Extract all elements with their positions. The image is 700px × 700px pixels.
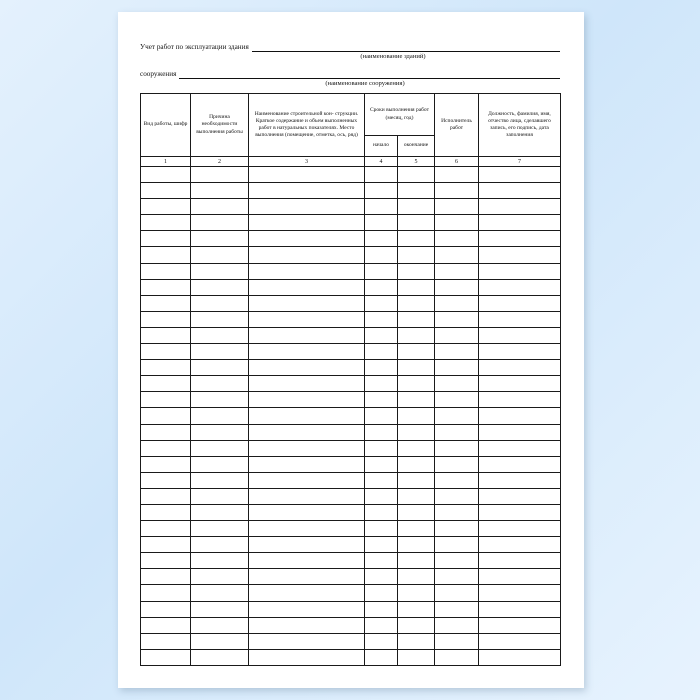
table-cell[interactable] [435,456,479,472]
structure-name-caption: (наименование сооружения) [325,80,405,87]
table-cell[interactable] [191,295,249,311]
table-cell[interactable] [479,601,561,617]
table-row[interactable] [141,279,561,295]
table-cell[interactable] [435,472,479,488]
table-row[interactable] [141,601,561,617]
table-cell[interactable] [365,295,398,311]
table-cell[interactable] [479,344,561,360]
table-cell[interactable] [479,167,561,183]
table-cell[interactable] [365,327,398,343]
table-cell[interactable] [365,569,398,585]
col-number-3: 3 [249,157,365,167]
table-cell[interactable] [141,231,191,247]
table-cell[interactable] [479,585,561,601]
table-header [141,94,561,167]
table-cell[interactable] [435,295,479,311]
table-cell[interactable] [249,231,365,247]
table-cell[interactable] [365,167,398,183]
table-cell[interactable] [249,215,365,231]
table-cell[interactable] [141,633,191,649]
table-cell[interactable] [191,553,249,569]
table-cell[interactable] [191,392,249,408]
table-cell[interactable] [191,360,249,376]
table-cell[interactable] [191,376,249,392]
table-row[interactable] [141,553,561,569]
table-cell[interactable] [398,327,435,343]
table-cell[interactable] [398,649,435,665]
table-cell[interactable] [365,231,398,247]
table-cell[interactable] [365,311,398,327]
table-cell[interactable] [398,360,435,376]
table-cell[interactable] [249,344,365,360]
table-cell[interactable] [249,199,365,215]
table-cell[interactable] [479,440,561,456]
table-cell[interactable] [398,424,435,440]
table-cell[interactable] [191,569,249,585]
table-cell[interactable] [141,279,191,295]
table-cell[interactable] [435,360,479,376]
table-row[interactable] [141,488,561,504]
table-row[interactable] [141,504,561,520]
table-cell[interactable] [141,295,191,311]
table-cell[interactable] [479,376,561,392]
table-cell[interactable] [435,569,479,585]
table-cell[interactable] [435,199,479,215]
table-cell[interactable] [398,601,435,617]
table-cell[interactable] [365,649,398,665]
structure-label: сооружения [140,70,177,78]
table-cell[interactable] [191,344,249,360]
col-number-6: 6 [435,157,479,167]
table-row[interactable] [141,167,561,183]
table-cell[interactable] [479,392,561,408]
table-cell[interactable] [435,311,479,327]
table-cell[interactable] [365,408,398,424]
table-cell[interactable] [479,279,561,295]
table-cell[interactable] [398,456,435,472]
table-cell[interactable] [435,327,479,343]
table-cell[interactable] [435,392,479,408]
table-cell[interactable] [249,424,365,440]
table-cell[interactable] [141,247,191,263]
col-number-7: 7 [479,157,561,167]
table-cell[interactable] [479,408,561,424]
col-number-2: 2 [191,157,249,167]
table-cell[interactable] [141,424,191,440]
table-cell[interactable] [398,553,435,569]
table-row[interactable] [141,215,561,231]
table-cell[interactable] [191,231,249,247]
structure-line [140,69,560,79]
table-cell[interactable] [398,231,435,247]
table-cell[interactable] [249,601,365,617]
table-cell[interactable] [249,553,365,569]
table-cell[interactable] [191,279,249,295]
table-cell[interactable] [398,311,435,327]
structure-fill-rule [179,69,560,79]
table-cell[interactable] [365,585,398,601]
table-cell[interactable] [365,183,398,199]
table-cell[interactable] [249,521,365,537]
table-cell[interactable] [141,601,191,617]
column-header-start: начало [365,136,398,157]
table-cell[interactable] [141,344,191,360]
document-title-line [140,42,560,52]
table-row[interactable] [141,311,561,327]
table-cell[interactable] [479,311,561,327]
table-cell[interactable] [435,633,479,649]
table-cell[interactable] [398,408,435,424]
column-header-terms-group: Сроки выполнения работ (месяц, год) [365,94,435,136]
table-cell[interactable] [479,617,561,633]
table-cell[interactable] [249,537,365,553]
table-cell[interactable] [435,279,479,295]
table-cell[interactable] [435,247,479,263]
table-cell[interactable] [365,424,398,440]
table-number-row [141,157,561,167]
table-cell[interactable] [479,360,561,376]
table-cell[interactable] [365,633,398,649]
table-row[interactable] [141,521,561,537]
table-cell[interactable] [249,488,365,504]
table-cell[interactable] [398,569,435,585]
table-cell[interactable] [365,601,398,617]
table-row[interactable] [141,263,561,279]
table-cell[interactable] [435,424,479,440]
table-cell[interactable] [479,633,561,649]
table-cell[interactable] [365,376,398,392]
table-cell[interactable] [398,537,435,553]
table-cell[interactable] [249,392,365,408]
table-cell[interactable] [249,376,365,392]
document-sheet [118,12,584,688]
table-cell[interactable] [249,617,365,633]
table-cell[interactable] [479,247,561,263]
table-cell[interactable] [365,521,398,537]
table-cell[interactable] [191,167,249,183]
table-cell[interactable] [365,215,398,231]
table-cell[interactable] [191,504,249,520]
table-cell[interactable] [141,585,191,601]
table-row[interactable] [141,344,561,360]
table-row[interactable] [141,360,561,376]
table-row[interactable] [141,649,561,665]
table-cell[interactable] [191,633,249,649]
table-cell[interactable] [191,424,249,440]
table-cell[interactable] [141,215,191,231]
table-cell[interactable] [479,504,561,520]
table-cell[interactable] [435,537,479,553]
table-cell[interactable] [191,649,249,665]
table-cell[interactable] [365,456,398,472]
table-cell[interactable] [141,569,191,585]
table-cell[interactable] [141,376,191,392]
table-cell[interactable] [398,263,435,279]
table-cell[interactable] [249,585,365,601]
table-cell[interactable] [249,456,365,472]
table-cell[interactable] [398,392,435,408]
table-cell[interactable] [141,360,191,376]
table-row[interactable] [141,472,561,488]
table-cell[interactable] [191,585,249,601]
table-cell[interactable] [249,360,365,376]
table-cell[interactable] [249,279,365,295]
table-cell[interactable] [249,167,365,183]
table-cell[interactable] [479,424,561,440]
table-cell[interactable] [141,649,191,665]
page-title: Учет работ по эксплуатации здания [140,43,249,51]
table-cell[interactable] [141,521,191,537]
table-cell[interactable] [398,279,435,295]
table-cell[interactable] [365,488,398,504]
col-number-1: 1 [141,157,191,167]
table-cell[interactable] [398,376,435,392]
table-cell[interactable] [191,617,249,633]
table-cell[interactable] [249,649,365,665]
table-cell[interactable] [249,263,365,279]
table-row[interactable] [141,440,561,456]
table-cell[interactable] [479,295,561,311]
table-cell[interactable] [141,440,191,456]
table-cell[interactable] [398,167,435,183]
table-cell[interactable] [141,537,191,553]
table-row[interactable] [141,183,561,199]
table-cell[interactable] [191,215,249,231]
table-row[interactable] [141,247,561,263]
table-cell[interactable] [191,440,249,456]
table-cell[interactable] [141,311,191,327]
table-cell[interactable] [479,199,561,215]
table-cell[interactable] [365,279,398,295]
building-name-caption: (наименование зданий) [360,53,426,60]
table-cell[interactable] [365,247,398,263]
table-cell[interactable] [249,408,365,424]
table-cell[interactable] [435,504,479,520]
table-cell[interactable] [365,263,398,279]
table-cell[interactable] [141,167,191,183]
table-cell[interactable] [435,376,479,392]
table-cell[interactable] [141,456,191,472]
column-header-work-type: Вид работы, шифр [141,94,191,157]
table-cell[interactable] [398,521,435,537]
table-cell[interactable] [365,440,398,456]
table-cell[interactable] [398,344,435,360]
table-cell[interactable] [141,392,191,408]
table-cell[interactable] [191,327,249,343]
table-cell[interactable] [479,327,561,343]
table-cell[interactable] [435,585,479,601]
table-cell[interactable] [249,295,365,311]
table-cell[interactable] [398,183,435,199]
table-cell[interactable] [191,601,249,617]
table-cell[interactable] [191,488,249,504]
table-cell[interactable] [435,440,479,456]
table-cell[interactable] [398,617,435,633]
table-cell[interactable] [435,617,479,633]
table-cell[interactable] [398,247,435,263]
table-cell[interactable] [141,408,191,424]
table-body [141,167,561,666]
table-cell[interactable] [141,327,191,343]
table-cell[interactable] [365,537,398,553]
table-row[interactable] [141,295,561,311]
table-row[interactable] [141,569,561,585]
column-header-description: Наименование строительной кон- струкции. Краткое содержание и объем выполненных работ в натуральных показателях. Место выполнения (помещение, отметка, ось, ряд) [249,94,365,157]
table-cell[interactable] [479,649,561,665]
table-cell[interactable] [435,344,479,360]
table-cell[interactable] [365,344,398,360]
table-cell[interactable] [435,215,479,231]
table-cell[interactable] [249,311,365,327]
table-cell[interactable] [435,183,479,199]
document-content [140,42,560,666]
col-number-4: 4 [365,157,398,167]
table-row[interactable] [141,424,561,440]
table-cell[interactable] [191,472,249,488]
table-cell[interactable] [365,392,398,408]
table-cell[interactable] [249,440,365,456]
table-cell[interactable] [249,633,365,649]
table-cell[interactable] [435,408,479,424]
table-row[interactable] [141,392,561,408]
table-cell[interactable] [435,649,479,665]
table-cell[interactable] [141,617,191,633]
work-log-table [140,93,561,666]
table-cell[interactable] [479,183,561,199]
table-cell[interactable] [479,263,561,279]
table-cell[interactable] [479,553,561,569]
table-cell[interactable] [191,456,249,472]
table-cell[interactable] [435,521,479,537]
table-row[interactable] [141,456,561,472]
table-cell[interactable] [398,199,435,215]
table-cell[interactable] [141,199,191,215]
table-cell[interactable] [365,553,398,569]
table-cell[interactable] [191,183,249,199]
table-cell[interactable] [398,504,435,520]
table-cell[interactable] [479,569,561,585]
table-cell[interactable] [249,569,365,585]
table-row[interactable] [141,537,561,553]
table-cell[interactable] [365,360,398,376]
table-cell[interactable] [191,247,249,263]
table-cell[interactable] [398,633,435,649]
table-cell[interactable] [398,488,435,504]
table-cell[interactable] [398,440,435,456]
table-row[interactable] [141,199,561,215]
table-cell[interactable] [249,472,365,488]
column-header-signature: Должность, фамилия, имя, отчество лица, сделавшего запись, его подпись, дата заполнения [479,94,561,157]
table-cell[interactable] [435,263,479,279]
table-cell[interactable] [398,295,435,311]
table-cell[interactable] [435,553,479,569]
table-header-row-1 [141,94,561,136]
table-cell[interactable] [435,231,479,247]
table-cell[interactable] [365,472,398,488]
table-row[interactable] [141,231,561,247]
table-cell[interactable] [249,504,365,520]
table-cell[interactable] [141,472,191,488]
table-cell[interactable] [479,456,561,472]
table-cell[interactable] [479,537,561,553]
table-cell[interactable] [249,183,365,199]
table-row[interactable] [141,327,561,343]
column-header-reason: Причина необходимости выполнения работы [191,94,249,157]
table-cell[interactable] [365,504,398,520]
table-row[interactable] [141,408,561,424]
table-cell[interactable] [249,327,365,343]
table-cell[interactable] [141,263,191,279]
table-cell[interactable] [249,247,365,263]
col-number-5: 5 [398,157,435,167]
table-cell[interactable] [479,231,561,247]
table-cell[interactable] [141,504,191,520]
table-cell[interactable] [191,263,249,279]
table-cell[interactable] [435,488,479,504]
column-header-executor: Исполнитель работ [435,94,479,157]
table-cell[interactable] [365,199,398,215]
table-cell[interactable] [191,311,249,327]
table-cell[interactable] [365,617,398,633]
table-cell[interactable] [398,585,435,601]
table-row[interactable] [141,376,561,392]
table-row[interactable] [141,585,561,601]
table-row[interactable] [141,633,561,649]
table-cell[interactable] [398,215,435,231]
table-cell[interactable] [435,601,479,617]
table-cell[interactable] [479,472,561,488]
table-cell[interactable] [191,521,249,537]
table-cell[interactable] [479,521,561,537]
table-cell[interactable] [141,488,191,504]
column-header-end: окончание [398,136,435,157]
table-cell[interactable] [479,215,561,231]
table-cell[interactable] [141,183,191,199]
table-cell[interactable] [398,472,435,488]
table-cell[interactable] [141,553,191,569]
title-fill-rule [252,42,560,52]
table-cell[interactable] [191,199,249,215]
table-row[interactable] [141,617,561,633]
table-cell[interactable] [435,167,479,183]
table-cell[interactable] [191,408,249,424]
table-cell[interactable] [191,537,249,553]
table-cell[interactable] [479,488,561,504]
